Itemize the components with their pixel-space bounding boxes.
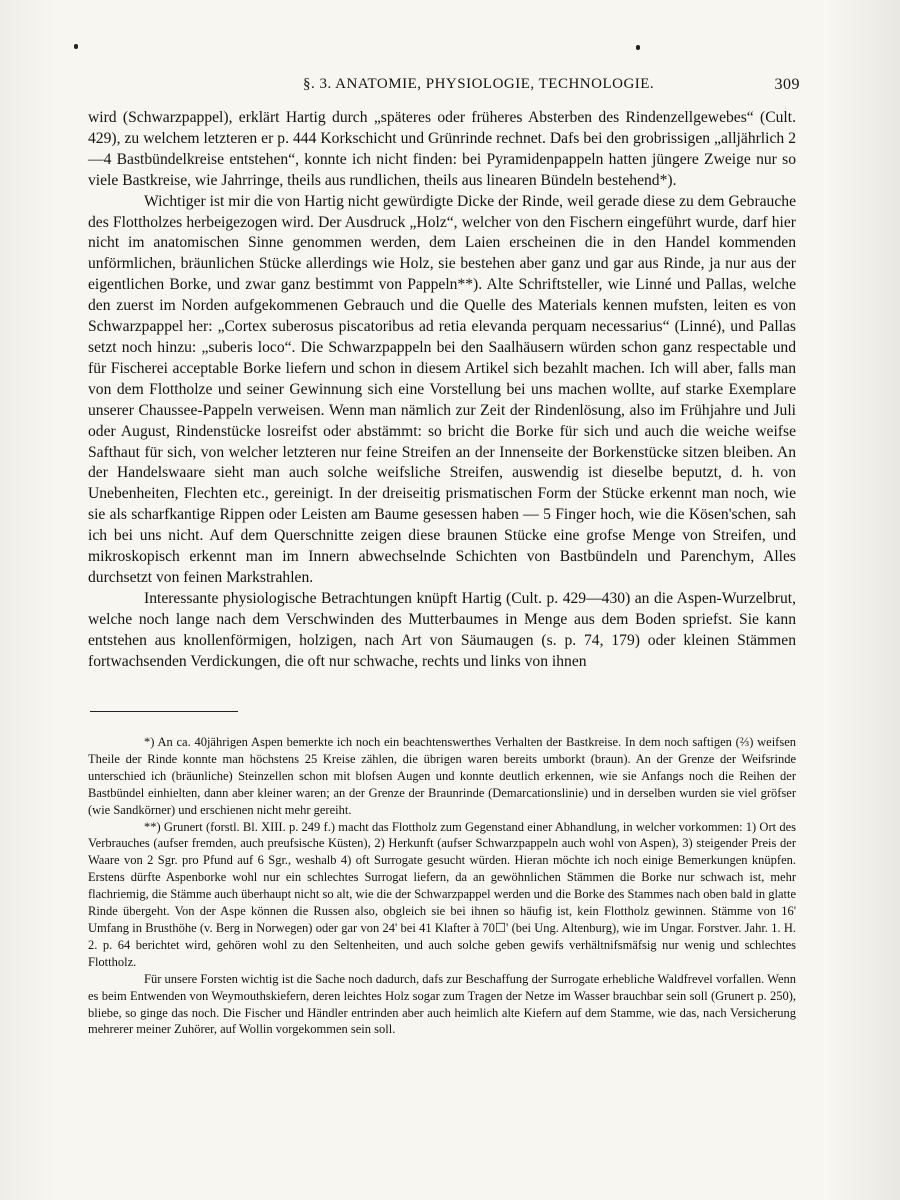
print-speck-left: [74, 44, 78, 49]
footnote-rule: [90, 711, 238, 712]
main-text: [88, 108, 796, 672]
footnote-3: Für unsere Forsten wichtig ist die Sache noch dadurch, dafs zur Beschaffung der Surrogate erhebliche Waldfrevel vorfallen. Wenn es beim Entwenden von Weymouthskiefern, deren leichtes Holz sogar zum Tragen der Netze im Wasser brauchbar sein soll (Grunert p. 250), bliebe, so ginge das noch. Die Fischer und Händler entrinden aber auch heimlich alte Kiefern auf dem Stamme, wie das, nach Versicherung mehrerer meiner Zuhörer, auf Wollin vorgekommen sein soll.: [88, 971, 796, 1037]
page-number: 309: [774, 76, 800, 93]
paragraph-3: Interessante physiologische Betrachtungen knüpft Hartig (Cult. p. 429—430) an die Aspen-Wurzelbrut, welche noch lange nach dem Verschwinden des Mutterbaumes in Menge aus dem Boden spriefst. Sie kann entstehen aus knollenförmigen, holzigen, nach Art von Säumaugen (s. p. 74, 179) oder kleinen Stämmen fortwachsenden Verdickungen, die oft nur schwache, rechts und links von ihnen: [88, 589, 796, 670]
footnote-2: **) Grunert (forstl. Bl. XIII. p. 249 f.) macht das Flottholz zum Gegenstand einer Abhandlung, in welcher vorkommen: 1) Ort des Verbrauches (aufser fremden, auch preufsische Küsten), 2) Herkunft (aufser Schwarzpappeln auch wohl von Aspen), 3) steigender Preis der Waare von 2 Sgr. pro Pfund auf 6 Sgr., weshalb 4) oft Surrogate gesucht würden. Hieran möchte ich noch einige Bemerkungen knüpfen. Erstens dürfte Aspenborke wohl nur ein schlechtes Surrogat liefern, da an gewöhnlichen Stämmen die Borke nur schwach ist, mehr flachriemig, die Stämme auch überhaupt nicht so alt, wie die der Schwarzpappel werden und die Borke des Stammes nach oben bald in glatte Rinde übergeht. Von der Aspe können die Russen also, obgleich sie bei ihnen so häufig ist, kein Flottholz gewinnen. Stämme von 16' Umfang in Brusthöhe (v. Berg in Norwegen) oder gar von 24' bei 41 Klafter à 70☐' (bei Ung. Altenburg), wie im Ungar. Forstver. Jahr. 1. H. 2. p. 64 berichtet wird, gehören wohl zu den Seltenheiten, und auch solche geben gewifs verhältnifsmäfsig nur wenig und schlechtes Flottholz.: [88, 819, 796, 969]
footnote-1: *) An ca. 40jährigen Aspen bemerkte ich noch ein beachtenswerthes Verhalten der Bastkreise. In dem noch saftigen (⅔) weifsen Theile der Rinde konnte man höchstens 25 Kreise zählen, die übrigen waren bereits umborkt (braun). An der Grenze der Weifsrinde unterschied ich (bräunliche) Steinzellen schon mit blofsen Augen und konnte deutlich erkennen, wie sie Anfangs noch die Reihen der Bastbündel einhielten, dann aber kleiner waren; an der Grenze der Braunrinde (Demarcationslinie) und in derselben wurden sie viel gröfser (wie Sandkörner) und erschienen nicht mehr gereiht.: [88, 735, 796, 817]
print-speck-top: [636, 45, 640, 50]
paragraph-2: Wichtiger ist mir die von Hartig nicht gewürdigte Dicke der Rinde, weil gerade diese zu dem Gebrauche des Flottholzes herbeigezogen wird. Der Ausdruck „Holz“, welcher von den Fischern eingeführt wurde, darf hier nicht im anatomischen Sinne genommen werden, dem Laien erscheinen die in den Handel kommenden unförmlichen, bräunlichen Stücke allerdings wie Holz, sie bestehen aber ganz und gar aus Rinde, ja nur aus der eigentlichen Borke, und zwar ganz bestimmt von Pappeln**). Alte Schriftsteller, wie Linné und Pallas, welche den zuerst im Norden aufgekommenen Gebrauch und die Quelle des Materials kennen mufsten, leiten es von Schwarzpappel her: „Cortex suberosus piscatoribus ad retia elevanda perquam necessarius“ (Linné), und Pallas setzt noch hinzu: „suberis loco“. Die Schwarzpappeln bei den Saalhäusern würden schon ganz respectable und für Fischerei acceptable Borke liefern und schon in diesem Artikel sich bezahlt machen. Ich will aber, falls man von dem Flottholze und seiner Gewinnung sich eine Vorstellung bei uns machen wollte, auf starke Exemplare unserer Chaussee-Pappeln verweisen. Wenn man nämlich zur Zeit der Rindenlösung, also im Frühjahre und Juli oder August, Rindenstücke losreifst oder abstämmt: so bricht die Borke für sich und auch die weiche weifse Safthaut für sich, von welcher letzteren nur feine Streifen an der Innenseite der Borkenstücke sitzen bleiben. An der Handelswaare sieht man auch solche weifsliche Streifen, auswendig ist dieselbe beputzt, d. h. von Unebenheiten, Flechten etc., gereinigt. In der dreiseitig prismatischen Form der Stücke erkennt man noch, wie sie als scharfkantige Rippen oder Leisten am Baume gesessen haben — 5 Finger hoch, wie die Kösen'schen, sah ich bei uns nicht. Auf dem Querschnitte zeigen diese braunen Stücke eine grofse Menge von Streifen, und mikroskopisch erkennt man im Innern abwechselnde Schichten von Bastbündeln und Parenchym, Alles durchsetzt von feinen Markstrahlen.: [88, 192, 796, 586]
section-title: §. 3. ANATOMIE, PHYSIOLOGIE, TECHNOLOGIE.: [303, 76, 655, 92]
footnotes: [88, 734, 796, 1038]
paragraph-1: wird (Schwarzpappel), erklärt Hartig durch „späteres oder früheres Absterben des Rindenzellgewebes“ (Cult. 429), zu welchem letzteren er p. 444 Korkschicht und Grünrinde rechnet. Dafs bei den grobrissigen „alljährlich 2—4 Bastbündelkreise entstehen“, konnte ich nicht finden: bei Pyramidenpappeln hatten jüngere Zweige nur so viele Bastkreise, wie Jahrringe, theils aus rundlichen, theils aus linearen Bündeln bestehend*).: [88, 109, 796, 189]
running-header: [88, 76, 800, 100]
